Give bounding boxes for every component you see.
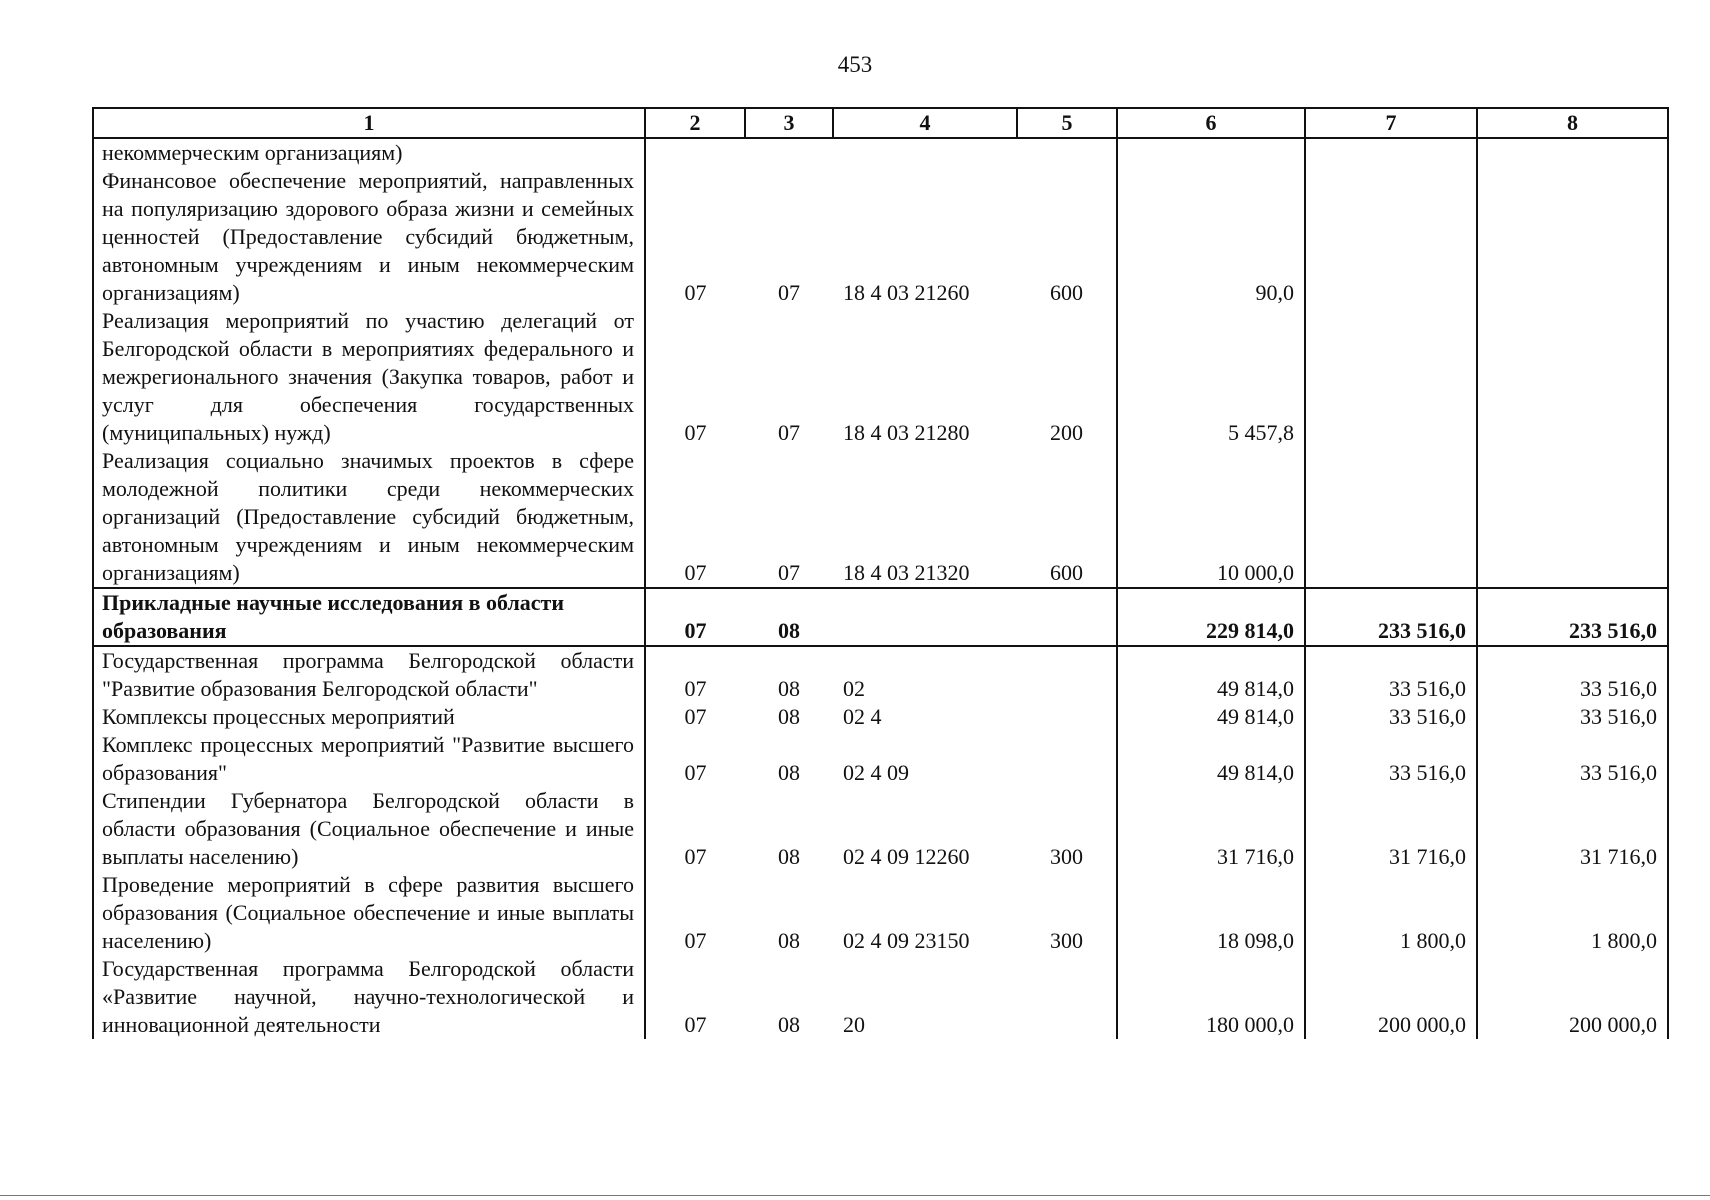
budget-table <box>92 107 1669 1039</box>
table-row <box>93 307 1668 447</box>
row-name: Комплекс процессных мероприятий "Развитие высшего образования" <box>93 731 645 787</box>
row-name: Финансовое обеспечение мероприятий, направленных на популяризацию здорового образа жизни и семейных ценностей (Предоставление субсидий бюджетным, автономным учреждениям и иным некоммерческим организациям) <box>93 167 645 307</box>
cell-expense-type <box>1017 646 1117 703</box>
cell-amount-7: 33 516,0 <box>1305 703 1477 731</box>
cell-amount-6: 49 814,0 <box>1117 731 1305 787</box>
table-row <box>93 871 1668 955</box>
cell-amount-8: 33 516,0 <box>1477 731 1668 787</box>
cell-section: 07 <box>684 1012 707 1037</box>
row-name: Реализация социально значимых проектов в сфере молодежной политики среди некоммерческих организаций (Предоставление субсидий бюджетным, автономным учреждениям и иным некоммерческим организациям) <box>93 447 645 588</box>
column-header-4: 4 <box>833 108 1017 138</box>
scan-edge-line <box>0 1195 1710 1196</box>
cell-amount-6: 229 814,0 <box>1117 588 1305 646</box>
column-header-7: 7 <box>1305 108 1477 138</box>
column-header-2: 2 <box>645 108 745 138</box>
cell-subsection: 07 <box>778 280 800 305</box>
table-row <box>93 731 1668 787</box>
cell-expense-type <box>1017 955 1117 1039</box>
cell-subsection: 08 <box>778 1012 800 1037</box>
cell-subsection: 08 <box>778 704 800 729</box>
cell-subsection: 08 <box>778 760 800 785</box>
cell-target-article: 18 4 03 21320 <box>843 560 970 585</box>
cell-amount-6: 31 716,0 <box>1117 787 1305 871</box>
cell-target-article: 18 4 03 21260 <box>843 280 970 305</box>
cell-expense-type: 200 <box>1050 420 1083 445</box>
cell-subsection: 08 <box>745 588 833 646</box>
cell-section: 07 <box>684 420 707 445</box>
cell-expense-type <box>1017 588 1117 646</box>
table-row <box>93 646 1668 703</box>
cell-amount-6 <box>1117 138 1305 167</box>
cell-target-article: 02 4 <box>843 704 882 729</box>
cell-expense-type: 600 <box>1050 560 1083 585</box>
table-row <box>93 787 1668 871</box>
row-name: Стипендии Губернатора Белгородской области в области образования (Социальное обеспечение и иные выплаты населению) <box>93 787 645 871</box>
cell-amount-8 <box>1477 167 1668 307</box>
cell-expense-type: 300 <box>1050 928 1083 953</box>
cell-target-article: 20 <box>843 1012 865 1037</box>
column-header-8: 8 <box>1477 108 1668 138</box>
cell-amount-7: 200 000,0 <box>1305 955 1477 1039</box>
cell-section: 07 <box>684 760 707 785</box>
cell-amount-8: 200 000,0 <box>1477 955 1668 1039</box>
cell-amount-7: 233 516,0 <box>1305 588 1477 646</box>
cell-amount-8: 1 800,0 <box>1477 871 1668 955</box>
cell-amount-7: 33 516,0 <box>1305 646 1477 703</box>
cell-section: 07 <box>684 844 707 869</box>
cell-amount-8: 33 516,0 <box>1477 646 1668 703</box>
cell-target-article: 02 4 09 <box>843 760 909 785</box>
cell-expense-type: 600 <box>1050 280 1083 305</box>
cell-amount-7: 33 516,0 <box>1305 731 1477 787</box>
cell-section: 07 <box>684 704 707 729</box>
cell-amount-8: 33 516,0 <box>1477 703 1668 731</box>
cell-section: 07 <box>684 676 707 701</box>
cell-amount-7 <box>1305 167 1477 307</box>
cell-amount-6: 180 000,0 <box>1117 955 1305 1039</box>
cell-amount-6: 5 457,8 <box>1117 307 1305 447</box>
cell-subsection: 07 <box>778 560 800 585</box>
cell-section: 07 <box>684 280 707 305</box>
cell-amount-6: 49 814,0 <box>1117 703 1305 731</box>
cell-amount-8: 233 516,0 <box>1477 588 1668 646</box>
cell-section <box>645 138 745 167</box>
row-name: Прикладные научные исследования в области образования <box>93 588 645 646</box>
cell-subsection: 08 <box>778 676 800 701</box>
cell-amount-7 <box>1305 138 1477 167</box>
cell-amount-8: 31 716,0 <box>1477 787 1668 871</box>
cell-section: 07 <box>684 560 707 585</box>
table-row <box>93 138 1668 167</box>
table-row-subtotal <box>93 588 1668 646</box>
table-row <box>93 703 1668 731</box>
row-name: Комплексы процессных мероприятий <box>93 703 645 731</box>
cell-subsection <box>745 138 833 167</box>
column-header-5: 5 <box>1017 108 1117 138</box>
cell-target-article <box>833 588 1017 646</box>
cell-target-article: 02 <box>843 676 865 701</box>
cell-amount-7 <box>1305 447 1477 588</box>
cell-target-article: 02 4 09 23150 <box>843 928 970 953</box>
cell-subsection: 07 <box>778 420 800 445</box>
row-name: некоммерческим организациям) <box>93 138 645 167</box>
cell-section: 07 <box>684 928 707 953</box>
cell-expense-type <box>1017 703 1117 731</box>
row-name: Реализация мероприятий по участию делегаций от Белгородской области в мероприятиях федерального и межрегионального значения (Закупка товаров, работ и услуг для обеспечения государственных (муниципальных) нужд) <box>93 307 645 447</box>
row-name: Проведение мероприятий в сфере развития высшего образования (Социальное обеспечение и иные выплаты населению) <box>93 871 645 955</box>
table-row <box>93 447 1668 588</box>
cell-subsection: 08 <box>778 928 800 953</box>
cell-amount-8 <box>1477 307 1668 447</box>
table-row <box>93 955 1668 1039</box>
cell-expense-type <box>1017 138 1117 167</box>
cell-amount-7: 1 800,0 <box>1305 871 1477 955</box>
column-header-1: 1 <box>93 108 645 138</box>
cell-amount-8 <box>1477 447 1668 588</box>
cell-target-article: 02 4 09 12260 <box>843 844 970 869</box>
cell-amount-7 <box>1305 307 1477 447</box>
column-header-6: 6 <box>1117 108 1305 138</box>
row-name: Государственная программа Белгородской области "Развитие образования Белгородской области" <box>93 646 645 703</box>
cell-target-article <box>833 138 1017 167</box>
header-row <box>93 108 1668 138</box>
cell-amount-6: 49 814,0 <box>1117 646 1305 703</box>
cell-amount-8 <box>1477 138 1668 167</box>
cell-target-article: 18 4 03 21280 <box>843 420 970 445</box>
page-number: 453 <box>837 52 873 77</box>
cell-amount-6: 10 000,0 <box>1117 447 1305 588</box>
column-header-3: 3 <box>745 108 833 138</box>
row-name: Государственная программа Белгородской области «Развитие научной, научно-технологической и инновационной деятельности <box>93 955 645 1039</box>
table-row <box>93 167 1668 307</box>
cell-amount-6: 90,0 <box>1117 167 1305 307</box>
cell-amount-7: 31 716,0 <box>1305 787 1477 871</box>
cell-expense-type: 300 <box>1050 844 1083 869</box>
cell-subsection: 08 <box>778 844 800 869</box>
cell-section: 07 <box>645 588 745 646</box>
cell-amount-6: 18 098,0 <box>1117 871 1305 955</box>
cell-expense-type <box>1017 731 1117 787</box>
